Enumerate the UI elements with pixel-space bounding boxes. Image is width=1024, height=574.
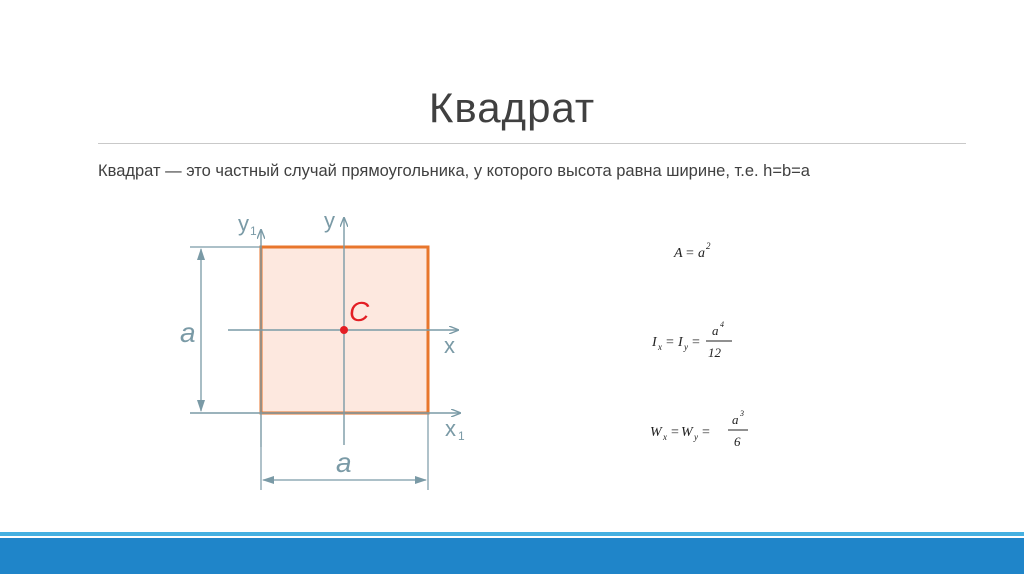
width-label: a [336,447,352,478]
svg-text:6: 6 [734,434,741,449]
svg-text:4: 4 [720,320,724,329]
svg-text:12: 12 [708,345,721,360]
inertia-formula [651,320,732,360]
svg-text:=: = [692,335,700,350]
svg-text:y: y [694,432,698,442]
svg-text:3: 3 [740,409,744,418]
area-formula [673,241,711,261]
body-text: Квадрат — это частный случай прямоугольника, у которого высота равна ширине, т.е. h=b=a [98,162,810,180]
axis-x-label: x [444,333,455,358]
axis-x1-label: x [445,416,456,441]
svg-text:x: x [663,432,667,442]
svg-text:=: = [702,425,710,440]
square-section-diagram [170,200,480,500]
svg-text:A: A [674,246,683,261]
svg-text:x: x [658,342,662,352]
svg-text:W: W [681,425,693,440]
svg-text:I: I [652,335,657,350]
section-modulus-formula [650,409,748,449]
axis-y-label: y [324,208,335,233]
axis-x1-subscript: 1 [458,429,465,443]
svg-text:2: 2 [706,241,711,251]
axis-y1-subscript: 1 [250,224,257,238]
svg-text:=: = [671,425,679,440]
svg-text:a: a [732,412,739,427]
formulas-panel [640,230,800,470]
title-divider [98,143,966,144]
footer-bar [0,538,1024,574]
svg-text:I: I [678,335,683,350]
svg-text:W: W [650,425,662,440]
centroid-point [340,326,348,334]
svg-text:=: = [686,246,694,261]
svg-text:y: y [684,342,688,352]
slide-title: Квадрат [428,84,596,131]
svg-text:a: a [712,323,719,338]
svg-text:a: a [698,246,705,261]
footer-accent-bar [0,532,1024,536]
svg-text:=: = [666,335,674,350]
centroid-label: C [349,296,370,327]
height-label: a [180,317,196,348]
axis-y1-label: y [238,211,249,236]
